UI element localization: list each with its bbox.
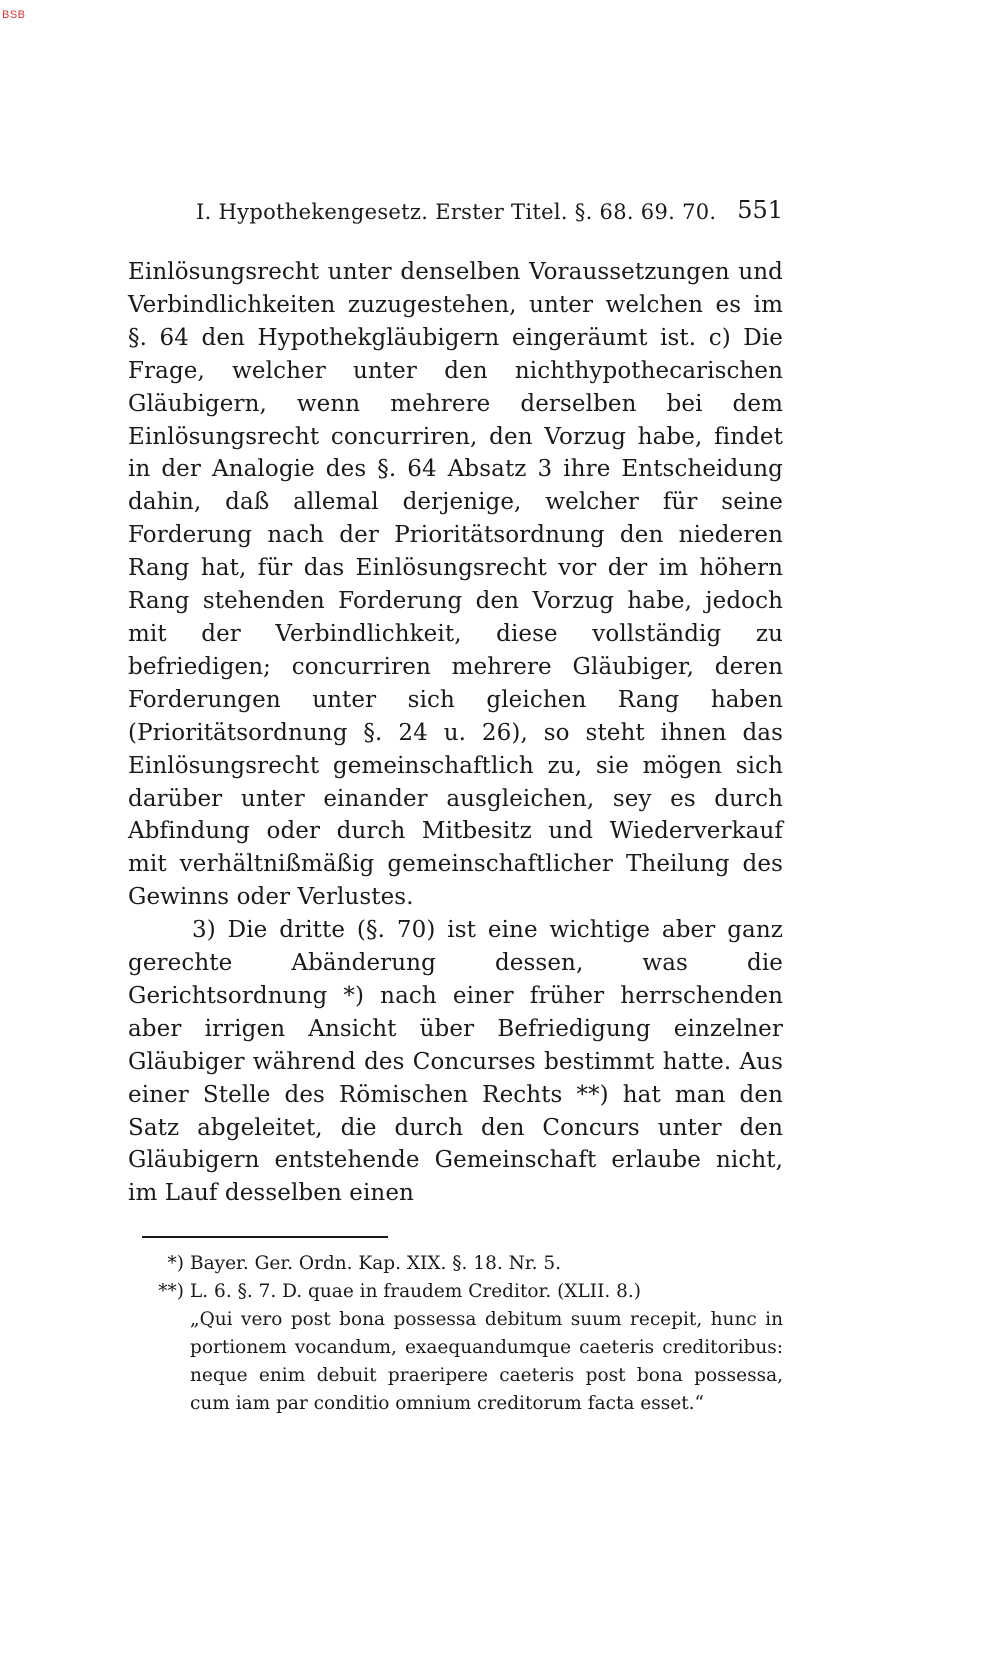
footnote <box>128 1278 783 1306</box>
footnote <box>128 1250 783 1278</box>
running-title: I. Hypothekengesetz. Erster Titel. §. 68. 69. 70. <box>196 200 717 224</box>
library-watermark: BSB <box>2 9 26 21</box>
footnote-text: L. 6. §. 7. D. quae in fraudem Creditor. (XLII. 8.) <box>190 1281 642 1303</box>
page-number: 551 <box>737 196 783 224</box>
footnote-text: Bayer. Ger. Ordn. Kap. XIX. §. 18. Nr. 5. <box>190 1253 562 1275</box>
footnote-quote: „Qui vero post bona possessa debitum suum recepit, hunc in portionem vocandum, exaequandumque caeteris creditoribus: neque enim debuit praeripere caeteris post bona possessa, cum iam par conditio omnium creditorum facta esset.“ <box>190 1309 783 1415</box>
footnote-mark: **) <box>158 1281 184 1303</box>
footnote-mark: *) <box>167 1253 184 1275</box>
book-page <box>128 196 783 1418</box>
paragraph: 3) Die dritte (§. 70) ist eine wichtige aber ganz gerechte Abänderung dessen, was die Gerichtsordnung *) nach einer früher herrschenden aber irrigen Ansicht über Befriedigung einzelner Gläubiger während des Concurses bestimmt hatte. Aus einer Stelle des Römischen Rechts **) hat man den Satz abgeleitet, die durch den Concurs unter den Gläubigern entstehende Gemeinschaft erlaube nicht, im Lauf desselben einen <box>128 917 783 1207</box>
running-header <box>128 196 783 232</box>
body-text <box>128 256 783 1210</box>
paragraph: Einlösungsrecht unter denselben Voraussetzungen und Verbindlichkeiten zuzugestehen, unter welchen es im §. 64 den Hypothekgläubigern eingeräumt ist. c) Die Frage, welcher unter den nichthypothecarischen Gläubigern, wenn mehrere derselben bei dem Einlösungsrecht concurriren, den Vorzug habe, findet in der Analogie des §. 64 Absatz 3 ihre Entscheidung dahin, daß allemal derjenige, welcher für seine Forderung nach der Prioritätsordnung den niederen Rang hat, für das Einlösungsrecht vor der im höhern Rang stehenden Forderung den Vorzug habe, jedoch mit der Verbindlichkeit, diese vollständig zu befriedigen; concurriren mehrere Gläubiger, deren Forderungen unter sich gleichen Rang haben (Prioritätsordnung §. 24 u. 26), so steht ihnen das Einlösungsrecht gemeinschaftlich zu, sie mögen sich darüber unter einander ausgleichen, sey es durch Abfindung oder durch Mitbesitz und Wiederverkauf mit verhältnißmäßig gemeinschaftlicher Theilung des Gewinns oder Verlustes. <box>128 259 783 911</box>
footnotes <box>128 1250 783 1418</box>
footnote-divider <box>142 1236 388 1238</box>
